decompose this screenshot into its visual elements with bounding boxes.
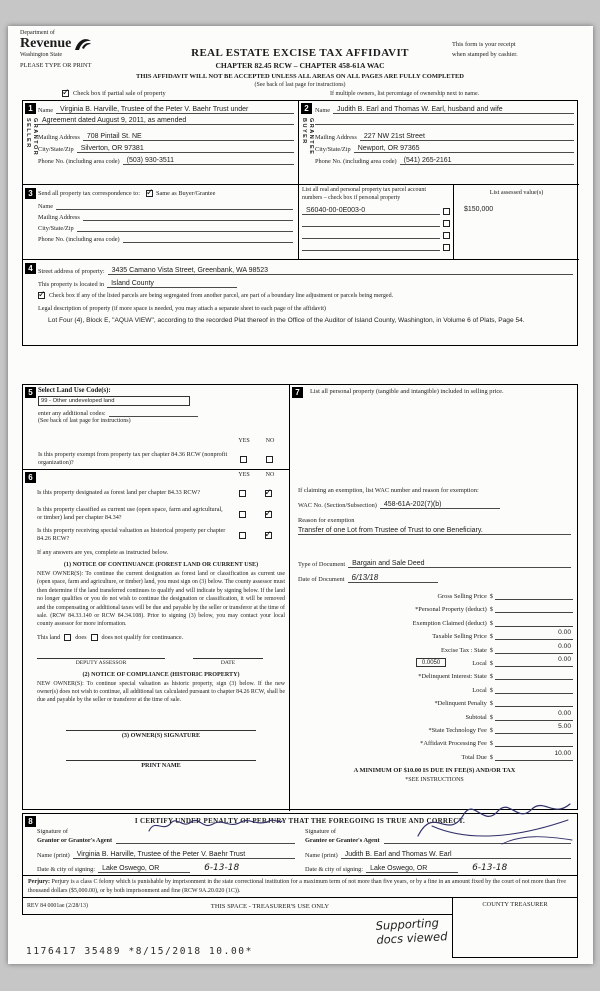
assessed-values-section	[454, 185, 579, 259]
seller-section	[23, 101, 298, 184]
money-label: *Affidavit Processing Fee	[420, 740, 487, 748]
print-name-field	[66, 751, 256, 769]
property-location-section	[23, 260, 579, 347]
dollar-sign: $	[489, 686, 493, 694]
buyer-fields	[315, 103, 574, 165]
classification-section	[23, 470, 289, 811]
handwritten-note-line2: docs viewed	[375, 928, 448, 947]
historic-no-checkbox	[265, 532, 272, 539]
local-rate-box: 0.0050	[416, 658, 446, 667]
historic-question-row	[37, 526, 285, 544]
seller-mailing-value: 708 Pintail St. NE	[86, 133, 142, 140]
land-use-code-value: 99 - Other undeveloped land	[38, 396, 190, 406]
dept-line3: Washington State	[20, 52, 63, 58]
partial-sale-row	[62, 90, 166, 97]
tax-correspondence-fields	[38, 188, 293, 243]
exempt-no-checkbox	[266, 456, 273, 463]
money-value: 5.00	[558, 722, 571, 730]
buyer-phone-value: (541) 265-2161	[403, 157, 452, 164]
money-label: Taxable Selling Price	[432, 633, 487, 641]
perjury-prefix: Perjury:	[28, 879, 50, 885]
forest-land-question-row	[37, 484, 285, 502]
parcel-row	[302, 215, 450, 227]
certify-statement: I CERTIFY UNDER PENALTY OF PERJURY THAT THE FOREGOING IS TRUE AND CORRECT.	[134, 817, 466, 825]
seller-city-value: Silverton, OR 97381	[80, 145, 144, 152]
corr-name-label: Name	[38, 203, 54, 210]
yes-header-6: YES	[238, 472, 250, 478]
section-6-number: 6	[25, 472, 36, 483]
dollar-sign: $	[489, 726, 493, 734]
money-value: 0.00	[558, 629, 571, 637]
segregated-label: Check box if any of the listed parcels are being segregated from another parcel, are part of a boundary line adjustment or parcels being merged.	[49, 292, 394, 299]
if-yes-note: If any answers are yes, complete as instructed below.	[37, 549, 169, 556]
money-label: *State Technology Fee	[428, 726, 487, 734]
personal-property-label: List all personal property (tangible and intangible) included in selling price.	[310, 388, 504, 395]
money-label: *Personal Property (deduct)	[415, 606, 487, 614]
assessed-value: $150,000	[464, 206, 494, 213]
deputy-assessor-field	[37, 649, 165, 666]
receipt-note	[452, 40, 584, 59]
cashier-stamp: 1176417 35489 *8/15/2018 10.00*	[26, 946, 253, 957]
street-address-label: Street address of property:	[38, 268, 105, 275]
buyer-side-word2: GRANTEE	[308, 118, 314, 156]
parcel-personal-checkbox	[443, 208, 450, 215]
buyer-mailing-value: 227 NW 21st Street	[363, 133, 425, 140]
wac-value: 458-61A-202(7)(b)	[383, 501, 442, 508]
dollar-sign: $	[489, 646, 493, 654]
handwritten-note	[375, 916, 448, 947]
grantor-date-value: 6-13-18	[204, 863, 240, 873]
dept-line2: Revenue	[20, 36, 72, 51]
accept-notice: THIS AFFIDAVIT WILL NOT BE ACCEPTED UNLESS ALL AREAS ON ALL PAGES ARE FULLY COMPLETED	[136, 73, 464, 80]
minimum-fee-note: A MINIMUM OF $10.00 IS DUE IN FEE(S) AND/OR TAX	[353, 767, 516, 774]
money-label: *Delinquent Interest: State	[418, 673, 487, 681]
no-header-5: NO	[265, 438, 275, 444]
notice-continuance-title: (1) NOTICE OF CONTINUANCE (FOREST LAND OR CURRENT USE)	[63, 562, 259, 568]
current-use-question: Is this property classified as current use (open space, farm and agricultural, or timber) land per chapter 84.34?	[37, 506, 223, 521]
corr-phone-label: Phone No. (including area code)	[38, 236, 120, 243]
section-3-number: 3	[25, 188, 36, 199]
seller-name-value: Virginia B. Harville, Trustee of the Peter V. Baehr Trust under	[60, 106, 249, 113]
perjury-notice	[22, 875, 578, 898]
does-not-label: does not qualify for continuance.	[101, 633, 184, 641]
money-value: 0.00	[558, 642, 571, 650]
money-label: Excise Tax : State	[441, 646, 487, 654]
form-title: REAL ESTATE EXCISE TAX AFFIDAVIT	[191, 47, 409, 59]
section-8-number: 8	[25, 816, 36, 827]
money-table	[290, 591, 579, 765]
seller-name-label: Name	[38, 107, 54, 114]
grantee-sig-line2: Grantee or Grantee's Agent	[305, 837, 380, 844]
seller-city-label: City/State/Zip	[38, 146, 74, 153]
corr-mailing-label: Mailing Address	[38, 214, 80, 221]
wac-label: WAC No. (Section/Subsection)	[298, 502, 377, 509]
located-in-value: Island County	[111, 280, 154, 287]
buyer-side-word1: BUYER	[301, 118, 307, 145]
forest-yes-checkbox	[239, 490, 246, 497]
exemption-label: If claiming an exemption, list WAC number and reason for exemption:	[298, 487, 479, 494]
forest-land-question: Is this property designated as forest land per chapter 84.33 RCW?	[37, 489, 201, 497]
doc-date-value: 6/13/18	[351, 573, 379, 582]
parcel-number-value: S6040-00-0E003-0	[306, 207, 366, 215]
legal-description-label: Legal description of property (if more space is needed, you may attach a separate sheet to each page of the affidavit)	[38, 305, 326, 312]
parcel-row	[302, 239, 450, 251]
money-value: 10.00	[554, 749, 571, 757]
parcel-numbers-section	[299, 185, 453, 259]
does-label: does	[75, 633, 87, 641]
current-use-yes-checkbox	[239, 511, 246, 518]
footer-bar	[22, 898, 452, 915]
buyer-side-label	[301, 118, 314, 155]
exempt-yes-checkbox	[240, 456, 247, 463]
exempt-question-row	[38, 450, 285, 468]
assessed-header: List assessed value(s)	[489, 189, 544, 196]
assessor-date-label: DATE	[220, 659, 236, 666]
money-label: *Delinquent Penalty	[434, 700, 487, 708]
parcel-personal-checkbox	[443, 244, 450, 251]
money-label: Gross Selling Price	[437, 593, 487, 600]
seller-side-word1: SELLER	[25, 118, 31, 149]
owner-signature-label: (3) OWNER(S) SIGNATURE	[121, 731, 201, 739]
grantor-date-label: Date & city of signing:	[37, 866, 96, 873]
dollar-sign: $	[489, 593, 493, 600]
print-name-label: PRINT NAME	[141, 761, 181, 769]
grantor-city-value: Lake Oswego, OR	[102, 865, 160, 872]
notice-continuance-body: NEW OWNER(S): To continue the current designation as forest land or classification as current use (open space, farm and agriculture, or timber) land, you must sign on (3) below. The county assessor must then determine if the land transferred continues to qualify and will indicate by signing below. If the land no longer qualifies or you do not wish to continue the designation or classification, it will be removed and the compensating or additional taxes will be due and payable by the seller or transferor at the time of sale. (RCW 84.33.140 or RCW 84.34.108). Prior to signing (3) below, you may contact your local county assessor for more information.	[37, 571, 285, 628]
receipt-note-line1: This form is your receipt	[452, 41, 516, 48]
money-label: Local	[472, 659, 487, 667]
money-value: 0.00	[558, 655, 571, 663]
see-back-note: (See back of last page for instructions)	[254, 82, 346, 88]
dollar-sign: $	[489, 659, 493, 667]
does-not-qualify-checkbox	[91, 634, 98, 641]
grantor-sig-line2: Grantor or Grantor's Agent	[37, 837, 113, 844]
see-back-note-2: (See back of last page for instructions)	[38, 418, 131, 424]
deputy-assessor-label: DEPUTY ASSESSOR	[75, 659, 127, 666]
current-use-no-checkbox	[265, 511, 272, 518]
grantee-sig-line1: Signature of	[305, 828, 336, 835]
dollar-sign: $	[489, 753, 493, 761]
doc-date-label: Date of Document	[298, 576, 345, 583]
segregated-checkbox	[38, 292, 45, 299]
same-as-buyer-checkbox	[146, 190, 153, 197]
handwritten-note-line1: Supporting	[375, 915, 440, 933]
treasurer-use-label: THIS SPACE - TREASURER'S USE ONLY	[210, 902, 330, 910]
buyer-city-value: Newport, OR 97365	[357, 145, 420, 152]
legal-description-value: Lot Four (4), Block E, "AQUA VIEW", according to the recorded Plat thereof in the Office of the Auditor of Island County, Washington, in Volume 6 of Plats, Page 54.	[48, 317, 525, 324]
sections-1-4-block	[22, 100, 578, 346]
perjury-text: Perjury is a class C felony which is punishable by imprisonment in the state correctional institution for a maximum term of not more than five years, or by a fine in an amount fixed by the court of not more than five thousand dollars ($5,000.00), or by both imprisonment and fine (RCW 9A.20.020 (1C)).	[28, 879, 567, 894]
seller-fields	[38, 103, 294, 165]
money-value: 0.00	[558, 709, 571, 717]
dollar-sign: $	[489, 633, 493, 641]
historic-question: Is this property receiving special valuation as historical property per chapter 84.26 RCW?	[37, 527, 226, 542]
money-label: Local	[472, 686, 487, 694]
see-instructions-note: *SEE INSTRUCTIONS	[405, 777, 464, 783]
receipt-note-line2: when stamped by cashier.	[452, 50, 518, 58]
seller-phone-label: Phone No. (including area code)	[38, 158, 120, 165]
reason-exemption-value: Transfer of one Lot from Trustee of Trust to one Beneficiary.	[298, 527, 483, 534]
parcel-row	[302, 227, 450, 239]
grantee-date-value: 6-13-18	[472, 863, 508, 873]
additional-codes-label: enter any additional codes:	[38, 410, 106, 417]
assessor-date-field	[193, 649, 263, 666]
partial-sale-checkbox	[62, 90, 69, 97]
grantee-date-label: Date & city of signing:	[305, 866, 364, 873]
buyer-section	[299, 101, 579, 184]
send-correspondence-label: Send all property tax correspondence to:	[38, 190, 140, 197]
money-label: Total Due	[461, 753, 487, 761]
money-row-total-due	[290, 749, 573, 761]
corr-city-label: City/State/Zip	[38, 225, 74, 232]
parcel-personal-checkbox	[443, 220, 450, 227]
notice-compliance-title: (2) NOTICE OF COMPLIANCE (HISTORIC PROPERTY)	[82, 671, 240, 678]
section-5-number: 5	[25, 387, 36, 398]
county-treasurer-label: COUNTY TREASURER	[482, 901, 548, 908]
buyer-name-value: Judith B. Earl and Thomas W. Earl, husband and wife	[337, 106, 503, 113]
land-use-title: Select Land Use Code(s):	[38, 387, 111, 394]
dor-logo-block	[20, 30, 140, 58]
buyer-phone-label: Phone No. (including area code)	[315, 158, 397, 165]
continuance-qualify-row	[37, 634, 285, 641]
doc-type-row	[298, 557, 571, 568]
parcel-header-line1: List all real and personal property tax parcel account	[302, 187, 426, 193]
buyer-city-label: City/State/Zip	[315, 146, 351, 153]
dollar-sign: $	[489, 700, 493, 708]
reason-exemption-label: Reason for exemption	[298, 517, 355, 524]
same-as-buyer-label: Same as Buyer/Grantee	[155, 190, 216, 197]
dollar-sign: $	[489, 740, 493, 748]
partial-sale-label: Check box if partial sale of property	[73, 90, 166, 97]
certification-section	[22, 813, 578, 875]
parcel-personal-checkbox	[443, 232, 450, 239]
dollar-sign: $	[489, 619, 493, 627]
seller-phone-value: (503) 930-3511	[126, 157, 175, 164]
buyer-mailing-label: Mailing Address	[315, 134, 357, 141]
sections-5-7-block	[22, 384, 578, 810]
buyer-name-label: Name	[315, 107, 331, 114]
continuance-prefix: This land	[37, 633, 61, 641]
notice-compliance-body: NEW OWNER(S): To continue special valuation as historic property, sign (3) below. If the new owner(s) does not wish to continue, all additional tax calculated pursuant to chapter 84.26 RCW, shall be due and payable by the seller or transferor at the time of sale.	[37, 680, 285, 704]
doc-type-label: Type of Document	[298, 561, 346, 568]
doc-type-value: Bargain and Sale Deed	[352, 560, 425, 567]
section-7-number: 7	[292, 387, 303, 398]
historic-yes-checkbox	[239, 532, 246, 539]
current-use-question-row	[37, 505, 285, 523]
yes-header-5: YES	[238, 438, 250, 444]
dept-line1: Department of	[20, 30, 55, 36]
property-location-fields	[38, 263, 573, 326]
section-1-number: 1	[25, 103, 36, 114]
parcel-row	[302, 203, 450, 215]
grantor-name-label: Name (print)	[37, 852, 70, 859]
grantor-sig-line1: Signature of	[37, 828, 68, 835]
chapter-line: CHAPTER 82.45 RCW – CHAPTER 458-61A WAC	[215, 61, 385, 70]
street-address-value: 3435 Camano Vista Street, Greenbank, WA 98523	[111, 267, 269, 274]
money-label: Exemption Claimed (deduct)	[412, 619, 487, 627]
reason-exemption-field	[298, 525, 571, 535]
county-treasurer-box	[452, 898, 578, 958]
grantee-name-value: Judith B. Earl and Thomas W. Earl	[344, 851, 452, 858]
wac-row	[298, 498, 571, 509]
section-4-number: 4	[25, 263, 36, 274]
seller-side-label	[25, 118, 38, 156]
grantor-signature-block	[37, 828, 295, 873]
tax-correspondence-section	[23, 185, 298, 259]
dor-logo-icon	[73, 36, 93, 52]
multiple-owners-note: If multiple owners, list percentage of ownership next to name.	[330, 91, 480, 97]
grantee-name-label: Name (print)	[305, 852, 338, 859]
section-2-number: 2	[301, 103, 312, 114]
dollar-sign: $	[489, 673, 493, 681]
type-or-print: PLEASE TYPE OR PRINT	[20, 62, 92, 69]
grantor-name-value: Virginia B. Harville, Trustee of the Peter V. Baehr Trust	[76, 851, 246, 858]
grantee-signature-block	[305, 828, 571, 873]
dollar-sign: $	[489, 606, 493, 614]
form-title-block	[140, 47, 460, 70]
form-rev-code: REV 84 0001ae (2/28/13)	[27, 903, 88, 909]
forest-no-checkbox	[265, 490, 272, 497]
does-qualify-checkbox	[64, 634, 71, 641]
seller-mailing-label: Mailing Address	[38, 134, 80, 141]
land-use-section	[23, 385, 289, 469]
dollar-sign: $	[489, 713, 493, 721]
grantee-city-value: Lake Oswego, OR	[370, 865, 428, 872]
excise-tax-section	[290, 385, 579, 811]
located-in-label: This property is located in	[38, 281, 105, 288]
exempt-question: Is this property exempt from property tax per chapter 84.36 RCW (nonprofit organization)?	[38, 451, 228, 466]
seller-name-value-2: Agreement dated August 9, 2011, as amended	[42, 117, 187, 124]
no-header-6: NO	[265, 472, 275, 478]
seller-side-word2: GRANTOR	[32, 118, 38, 157]
owner-signature-field	[66, 721, 256, 739]
money-label: Subtotal	[465, 713, 487, 721]
parcel-header	[299, 185, 453, 202]
parcel-header-line2: numbers – check box if personal property	[302, 194, 401, 201]
